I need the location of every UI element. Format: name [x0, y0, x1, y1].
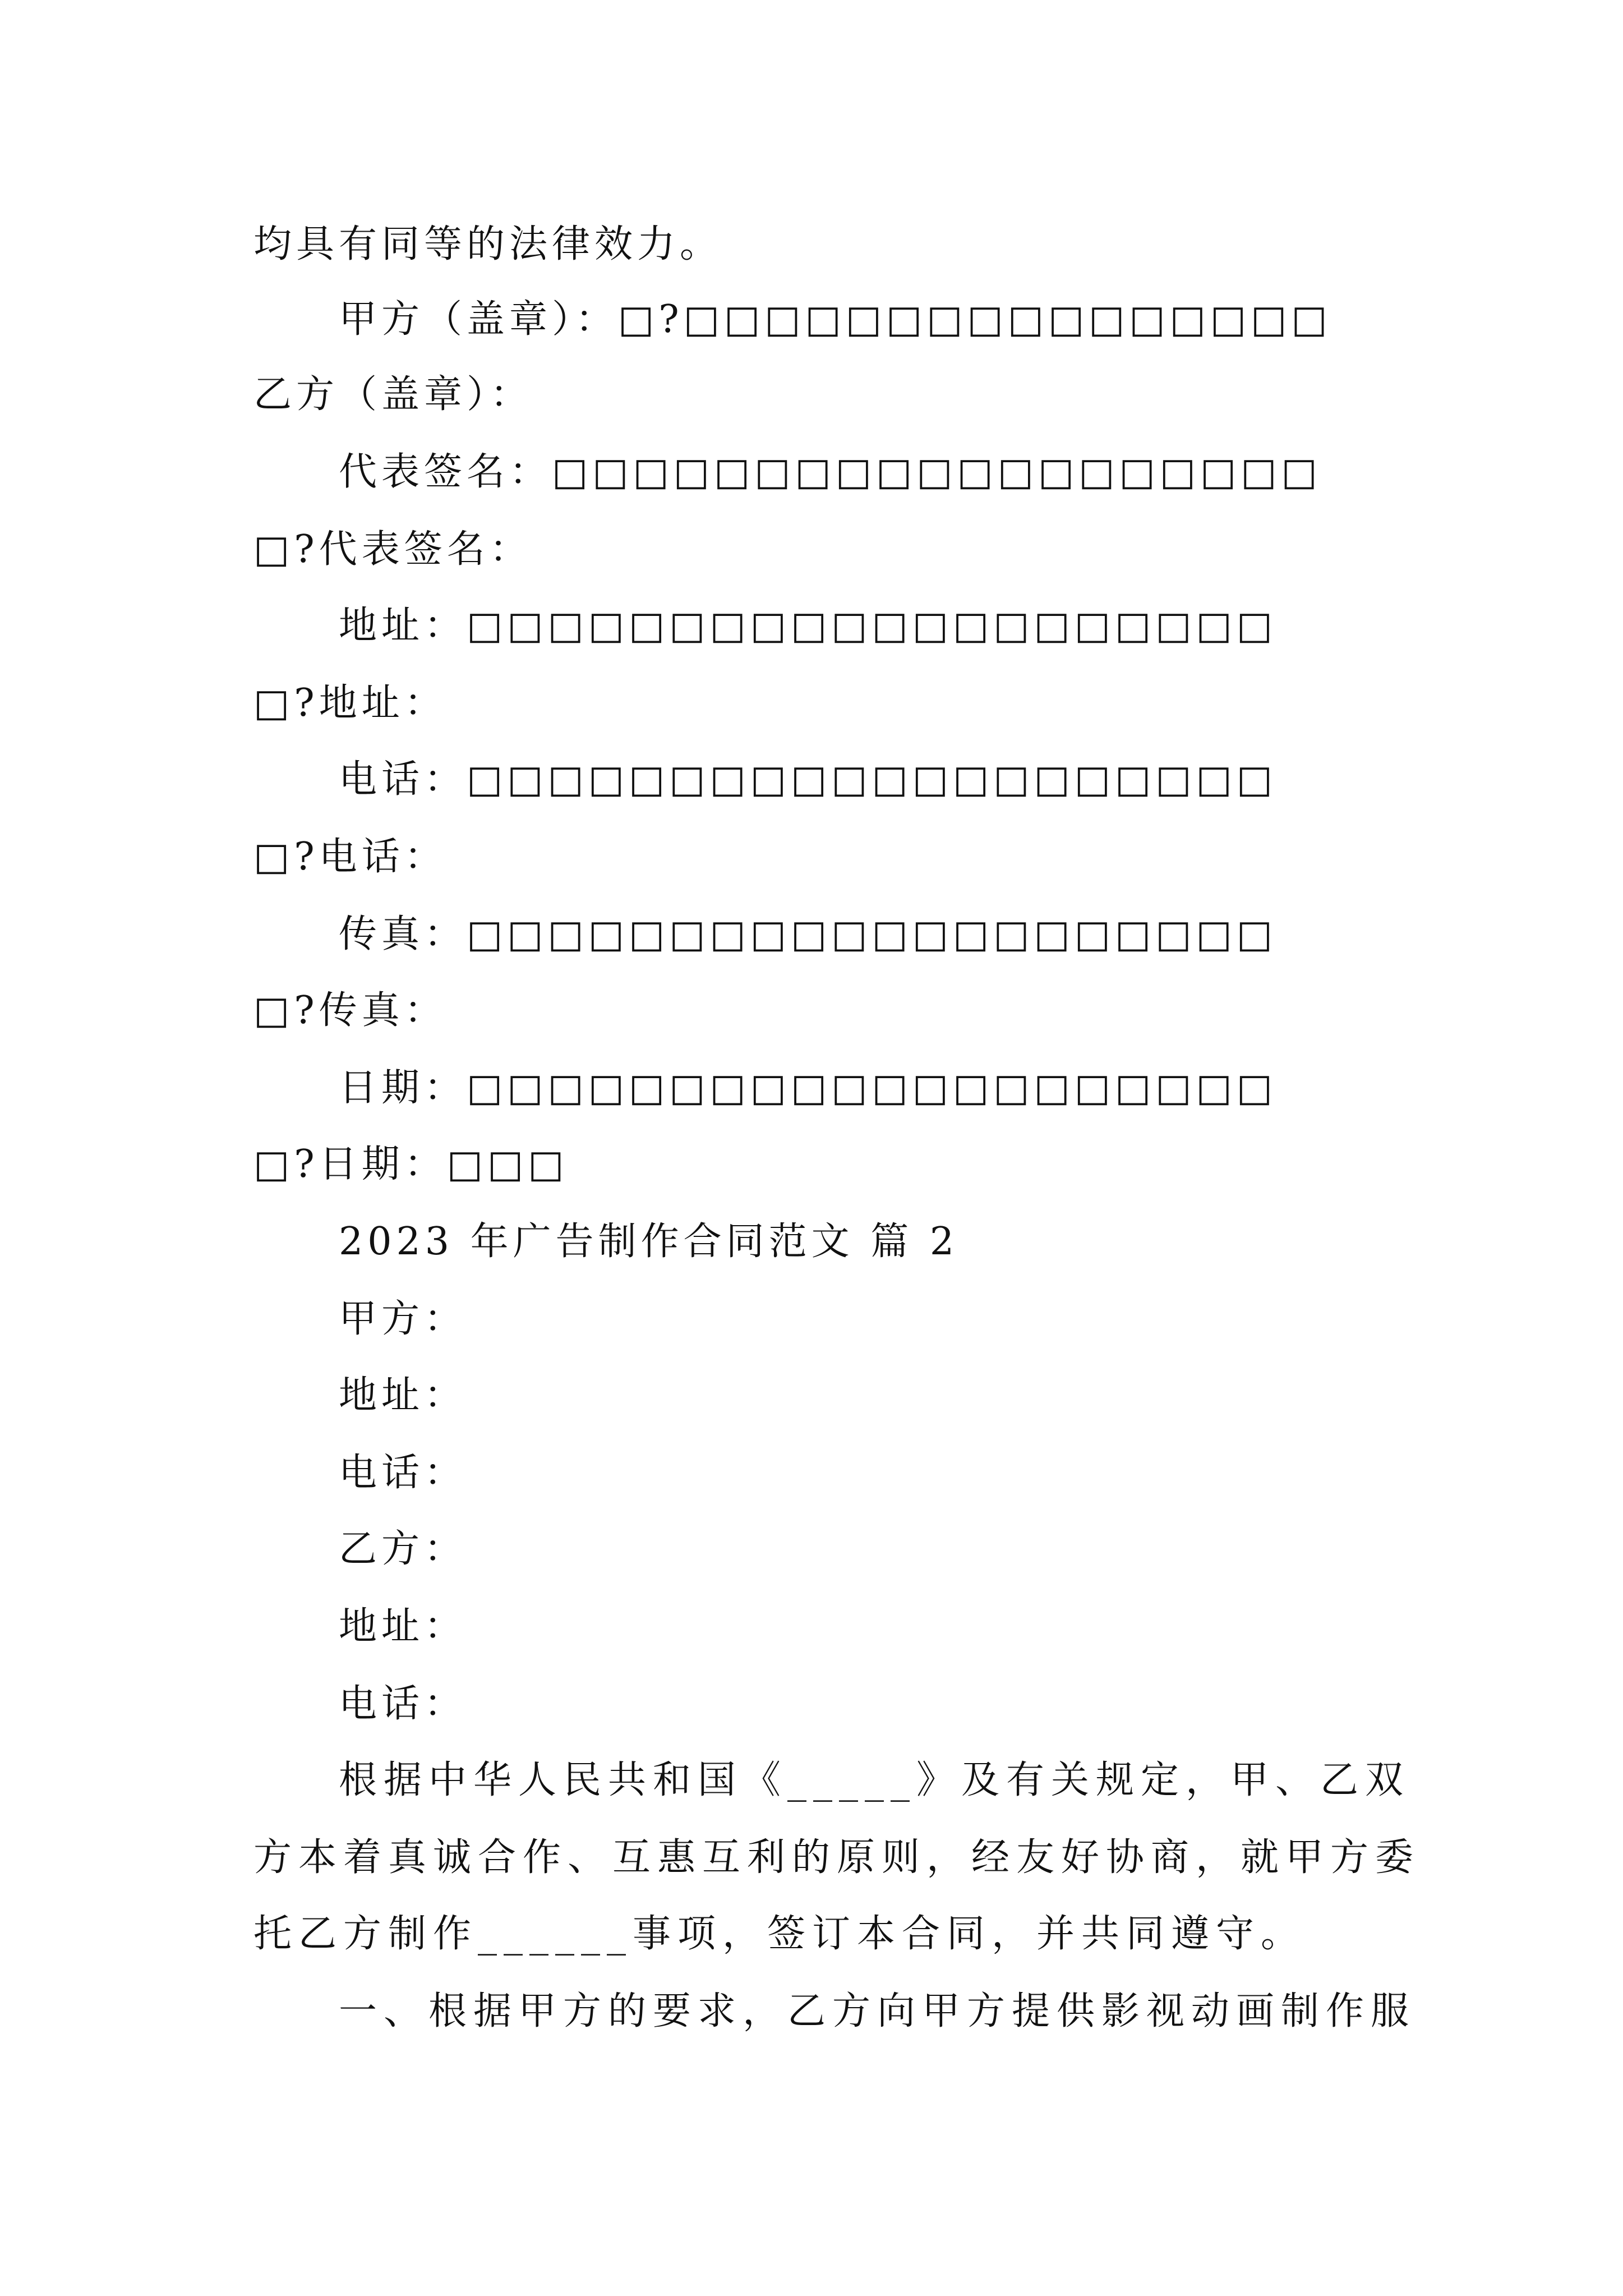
- text-line: 地址：: [339, 1604, 467, 1649]
- text-line: 地址：□□□□□□□□□□□□□□□□□□□□: [339, 604, 1277, 648]
- text-line: 乙方：: [339, 1527, 467, 1571]
- text-line: □?代表签名：: [253, 527, 532, 572]
- text-line: 地址：: [339, 1373, 467, 1418]
- text-line: □?电话：: [253, 835, 447, 879]
- section-heading: 2023 年广告制作合同范文 篇 2: [339, 1220, 959, 1264]
- paragraph-line: 根据中华人民共和国《_____》及有关规定，甲、乙双: [339, 1758, 1410, 1802]
- text-line: 日期：□□□□□□□□□□□□□□□□□□□□: [339, 1066, 1277, 1110]
- text-line: 电话：: [339, 1682, 467, 1726]
- text-line: □?地址：: [253, 681, 447, 725]
- paragraph-line: 一、根据甲方的要求，乙方向甲方提供影视动画制作服: [339, 1989, 1416, 2033]
- text-line: 甲方（盖章）：□?□□□□□□□□□□□□□□□□: [339, 297, 1332, 342]
- text-line: □?传真：: [253, 988, 447, 1033]
- text-line: 甲方：: [339, 1297, 467, 1341]
- text-line: 代表签名：□□□□□□□□□□□□□□□□□□□: [339, 450, 1322, 494]
- text-line: 电话：: [339, 1451, 467, 1495]
- text-line: □?日期：□□□: [253, 1142, 569, 1186]
- text-line: 电话：□□□□□□□□□□□□□□□□□□□□: [339, 757, 1277, 802]
- text-line: 传真：□□□□□□□□□□□□□□□□□□□□: [339, 912, 1277, 956]
- text-line: 乙方（盖章）：: [253, 372, 533, 417]
- paragraph-line: 方本着真诚合作、互惠互利的原则，经友好协商，就甲方委: [253, 1835, 1421, 1880]
- text-line: 均具有同等的法律效力。: [253, 222, 723, 266]
- paragraph-line: 托乙方制作______事项，签订本合同，并共同遵守。: [253, 1912, 1306, 1956]
